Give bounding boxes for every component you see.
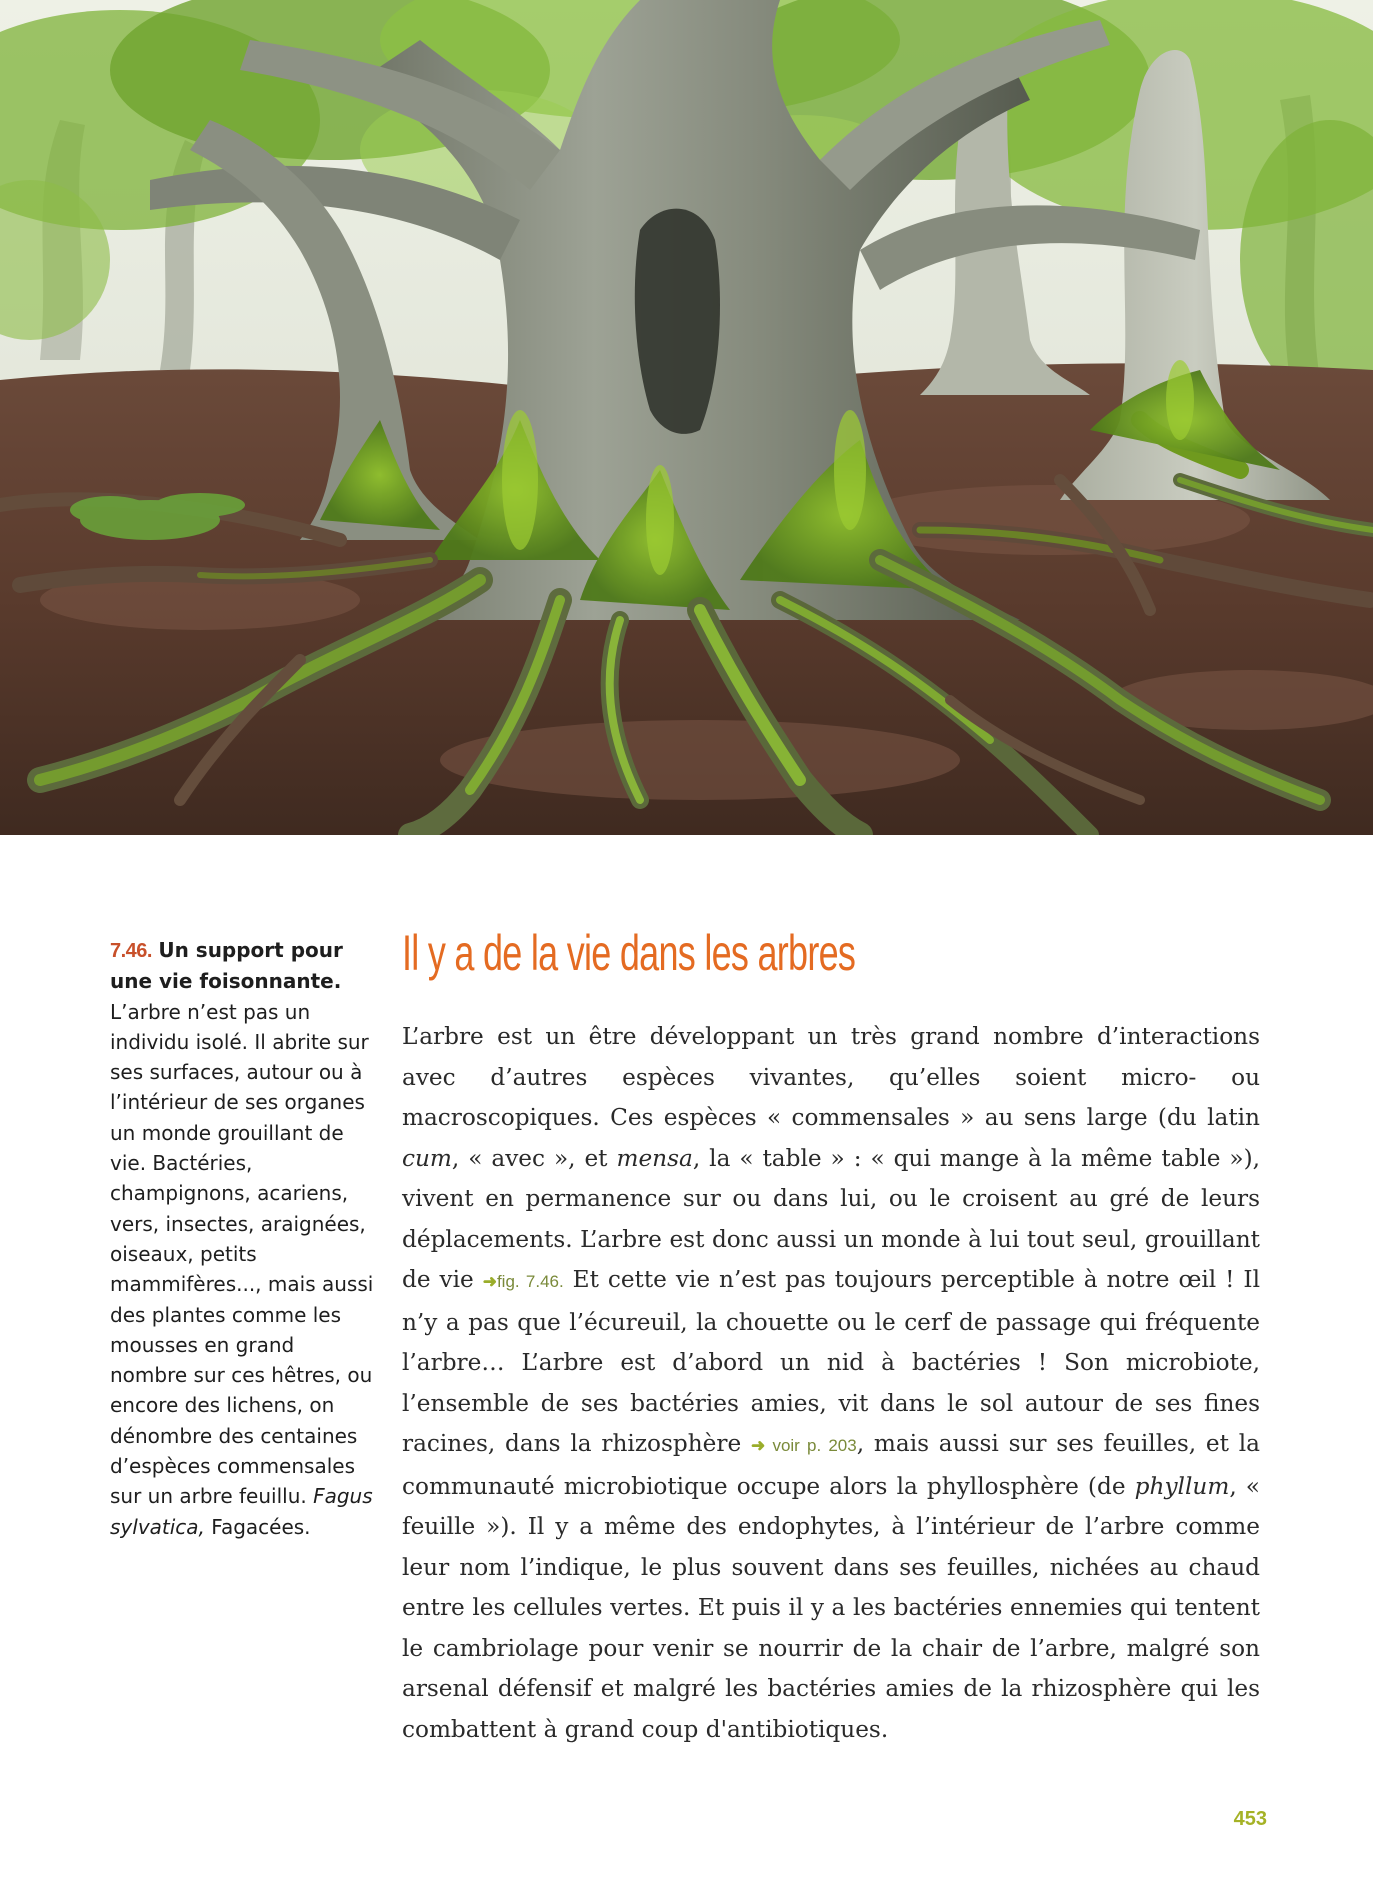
latin-word-phyllum: phyllum — [1134, 1472, 1230, 1500]
caption-species: Fagus sylvatica, — [110, 1484, 373, 1539]
figure-reference-link[interactable] — [483, 1272, 564, 1291]
page-reference-link[interactable] — [751, 1436, 857, 1455]
body-paragraph — [402, 1017, 1260, 1750]
latin-word-mensa: mensa — [616, 1144, 693, 1172]
caption-title: Un support pour une vie foisonnante. — [110, 938, 343, 994]
body-text-part-2: , « avec », et — [451, 1144, 608, 1172]
figure-caption — [110, 935, 375, 1542]
body-text-part-1: L’arbre est un être développant un très grand nombre d’interactions avec d’autres espèces vivantes, qu’elles soient micro- ou macroscopiques. Ces espèces « commensales » au sens large (du latin — [402, 1023, 1260, 1131]
body-text-part-3: , la « table » : « qui mange à la même table »), vivent en permanence sur ou dans lui, ou le croisent au gré de leurs déplacements. L’arbre est donc aussi un monde à lui tout seul, grouillant de vie — [402, 1144, 1260, 1293]
caption-text: L’arbre n’est pas un individu isolé. Il abrite sur ses surfaces, autour ou à l’intérieur de ses organes un monde grouillant de vie. Bactéries, champignons, acariens, vers, insectes, araignées, oiseaux, petits mammifères..., mais aussi des plantes comme les mousses en grand nombre sur ces hêtres, ou encore des lichens, on dénombre des centaines d’espèces commensales sur un arbre feuillu. — [110, 999, 374, 1509]
page-number: 453 — [1233, 1808, 1267, 1830]
body-text-part-4: Et cette vie n’est pas toujours perceptible à notre œil ! Il n’y a pas que l’écureuil, la chouette ou le cerf de passage qui fréquente l’arbre… L’arbre est d’abord un nid à bactéries ! Son microbiote, l’ensemble de ses bactéries amies, vit dans le sol autour de ses fines racines, dans la rhizosphère — [402, 1266, 1260, 1457]
figure-number: 7.46. — [110, 940, 152, 962]
latin-word-cum: cum — [402, 1144, 452, 1172]
body-text-part-6: , « feuille »). Il y a même des endophytes, à l’intérieur de l’arbre comme leur nom l’indique, le plus souvent dans ses feuilles, nichées au chaud entre les cellules vertes. Et puis il y a les bactéries ennemies qui tentent le cambriolage pour venir se nourrir de la chair de l’arbre, malgré son arsenal défensif et malgré les bactéries amies de la rhizosphère qui les combattent à grand coup d'antibiotiques. — [402, 1472, 1260, 1743]
arrow-right-icon: ➜ — [751, 1436, 766, 1455]
forest-photo — [0, 0, 1373, 835]
body-text-part-5: , mais aussi sur ses feuilles, et la communauté microbiotique occupe alors la phyllosphère (de — [402, 1430, 1261, 1500]
figure-reference-text: fig. 7.46. — [496, 1272, 564, 1291]
section-heading: Il y a de la vie dans les arbres — [402, 925, 856, 981]
forest-illustration — [0, 0, 1373, 835]
arrow-right-icon: ➜ — [482, 1272, 497, 1291]
page-reference-text: voir p. 203 — [772, 1436, 857, 1455]
caption-family: Fagacées. — [211, 1514, 311, 1539]
